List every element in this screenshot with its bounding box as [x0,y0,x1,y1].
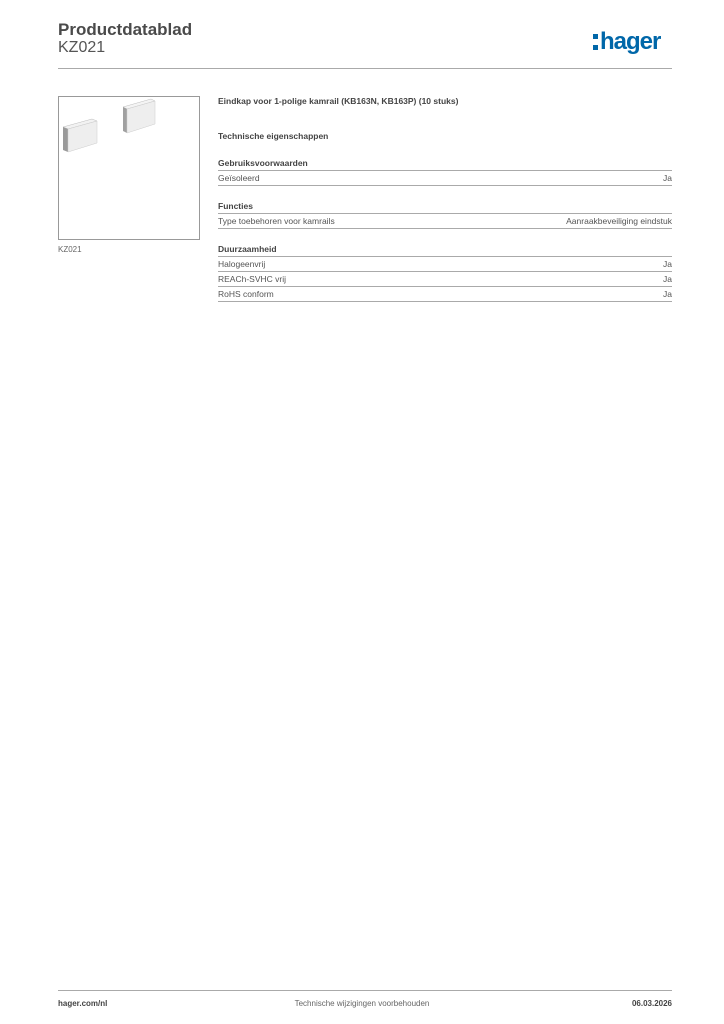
image-caption: KZ021 [58,245,82,254]
spec-value: Ja [663,274,672,284]
logo-dots-icon [593,34,598,52]
spec-label: RoHS conform [218,289,274,299]
end-cap-illustration-icon [59,97,199,239]
section-usage-conditions [218,157,672,186]
spec-row [218,287,672,302]
spec-label: REACh-SVHC vrij [218,274,287,284]
hager-logo[interactable] [593,29,673,55]
spec-value: Ja [663,173,672,183]
spec-value: Aanraakbeveiliging eindstuk [566,216,672,226]
spec-label: Geïsoleerd [218,173,260,183]
technical-heading: Technische eigenschappen [218,131,329,141]
spec-label: Halogeenvrij [218,259,266,269]
footer-website-link[interactable]: hager.com/nl [58,999,108,1008]
section-title: Functies [218,200,672,214]
section-functions [218,200,672,229]
header-divider [58,68,672,69]
section-sustainability [218,243,672,302]
spec-value: Ja [663,289,672,299]
product-code: KZ021 [58,39,106,56]
section-title: Gebruiksvoorwaarden [218,157,672,171]
spec-row [218,214,672,229]
footer-notice: Technische wijzigingen voorbehouden [294,999,430,1008]
spec-row [218,171,672,186]
spec-value: Ja [663,259,672,269]
spec-row [218,257,672,272]
spec-row [218,272,672,287]
spec-content [218,95,672,302]
footer-date: 06.03.2026 [631,999,672,1008]
footer-divider [58,990,672,991]
product-image [58,96,200,240]
page-title: Productdatablad [58,20,193,39]
logo-wordmark: hager [600,28,661,55]
spec-label: Type toebehoren voor kamrails [218,216,335,226]
product-description: Eindkap voor 1-polige kamrail (KB163N, KB163P) (10 stuks) [218,96,459,106]
section-title: Duurzaamheid [218,243,672,257]
